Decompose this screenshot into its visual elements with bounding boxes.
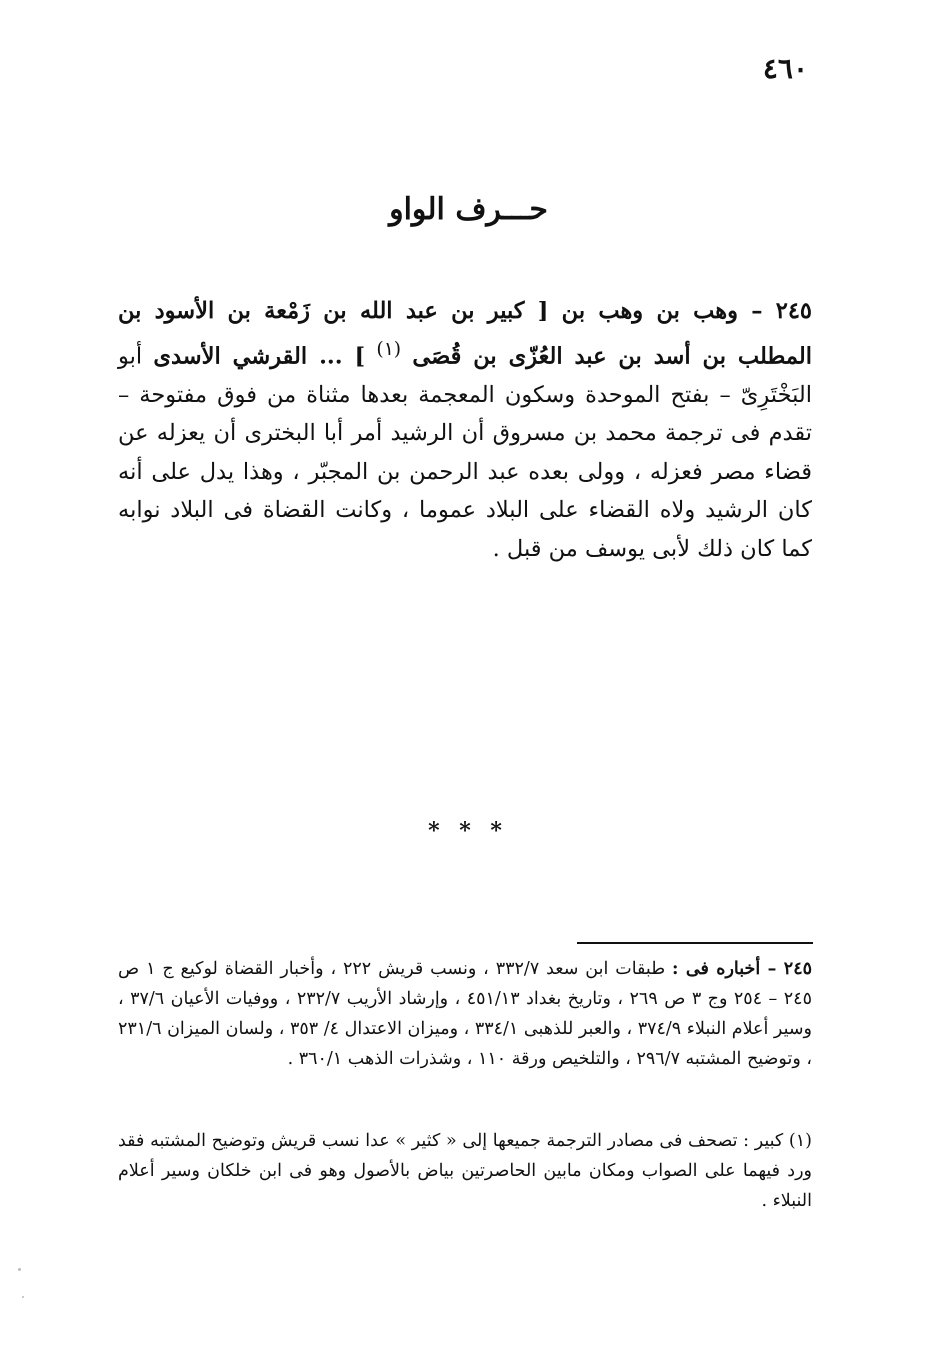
sources-heading: ٢٤٥ – أخباره فى : xyxy=(672,959,812,979)
sources-note xyxy=(118,954,812,1074)
page-number: ٤٦٠ xyxy=(762,52,808,85)
footnote-reference: (١) xyxy=(376,338,402,360)
sources-text: طبقات ابن سعد ٣٣٢/٧ ، ونسب قريش ٢٢٢ ، وأخبار القضاة لوكيع ج ١ ص ٢٤٥ – ٢٥٤ وج ٣ ص ٢٦٩ ، وتاريخ بغداد ٤٥١/١٣ ، وإرشاد الأريب ٢٣٢/٧ ، ووفيات الأعيان ٣٧/٦ ، وسير أعلام النبلاء ٣٧٤/٩ ، والعبر للذهبى ٣٣٤/١ ، وميزان الاعتدال ٤/ ٣٥٣ ، ولسان الميزان ٢٣١/٦ ، وتوضيح المشتبه ٢٩٦/٧ ، والتلخيص ورقة ١١٠ ، وشذرات الذهب ٣٦٠/١ . xyxy=(118,959,812,1069)
scan-speck xyxy=(18,1268,21,1271)
section-title: حـــرف الواو xyxy=(389,192,548,227)
entry-body: أبو البَخْتَرِىّ – بفتح الموحدة وسكون المعجمة بعدها مثناة من فوق مفتوحة – تقدم فى ترجمة محمد بن مسروق أن الرشيد أمر أبا البخترى أن يعزله عن قضاء مصر فعزله ، وولى بعده عبد الرحمن بن المجبّر ، وهذا يدل على أنه كان الرشيد ولاه القضاء على البلاد عموما ، وكانت القضاة فى البلاد نوابه كما كان ذلك لأبى يوسف من قبل . xyxy=(118,343,812,562)
scan-speck xyxy=(22,1296,24,1298)
entry-heading-continuation: ] ... القرشي الأسدى xyxy=(153,343,366,369)
section-separator: * * * xyxy=(428,818,508,844)
footnote-rule xyxy=(577,942,813,944)
footnote-1: (١) كبير : تصحف فى مصادر الترجمة جميعها إلى « كثير » عدا نسب قريش وتوضيح المشتبه فقد ورد فيهما على الصواب ومكان مابين الحاصرتين بياض بالأصول وهو فى ابن خلكان وسير أعلام النبلاء . xyxy=(118,1131,812,1211)
entry-heading: ٢٤٥ – وهب بن وهب بن [ كبير بن عبد الله بن زَمْعة بن الأسود بن المطلب بن أسد بن عبد العُزّى بن قُصَى xyxy=(118,298,812,369)
biography-entry xyxy=(118,292,812,568)
